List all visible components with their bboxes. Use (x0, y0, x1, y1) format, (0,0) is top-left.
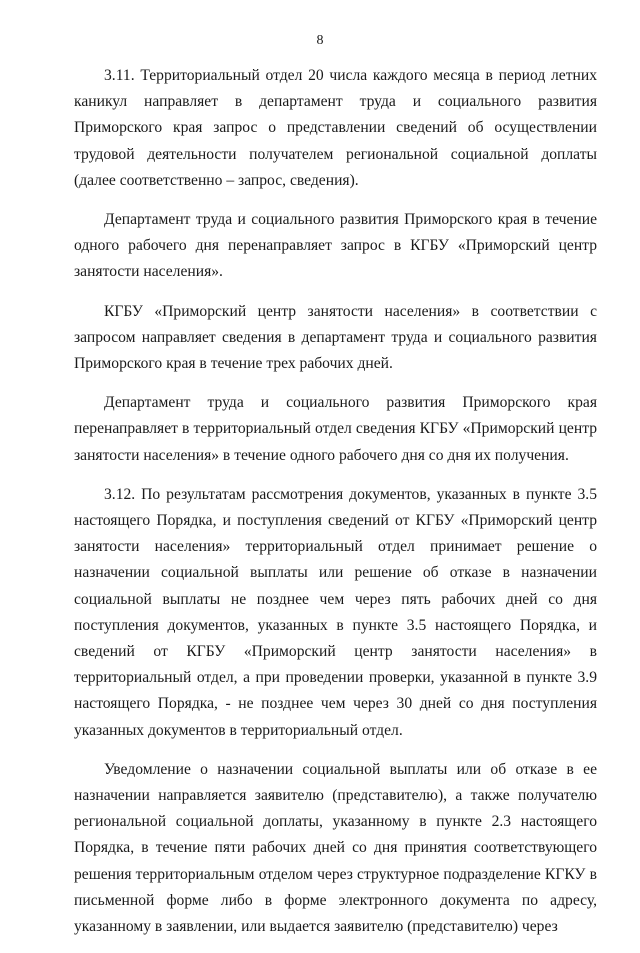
page-number: 8 (316, 33, 324, 48)
document-body (74, 63, 597, 953)
paragraph-kgbu-response: КГБУ «Приморский центр занятости населения» в соответствии с запросом направляет сведения в департамент труда и социального развития Приморского края в течение трех рабочих дней. (74, 302, 597, 373)
paragraph-department-redirect: Департамент труда и социального развития Приморского края перенаправляет в территориальный отдел сведения КГБУ «Приморский центр занятости населения» в течение одного рабочего дня со дня их получения. (74, 394, 597, 464)
paragraph-3-12: 3.12. По результатам рассмотрения документов, указанных в пункте 3.5 настоящего Порядка, и поступления сведений от КГБУ «Приморский центр занятости населения» территориальный отдел принимает решение о назначении социальной выплаты или решение об отказе в назначении социальной выплаты не позднее чем через пять рабочих дней со дня поступления документов, указанных в пункте 3.5 настоящего Порядка, и сведений от КГБУ «Приморский центр занятости населения» в территориальный отдел, а при проведении проверки, указанной в пункте 3.9 настоящего Порядка, - не позднее чем через 30 дней со дня поступления указанных документов в территориальный отдел. (74, 485, 597, 739)
paragraph-department-forward: Департамент труда и социального развития Приморского края в течение одного рабочего дня перенаправляет запрос в КГБУ «Приморский центр занятости населения». (74, 211, 597, 281)
paragraph-notification: Уведомление о назначении социальной выплаты или об отказе в ее назначении направляется заявителю (представителю), а также получателю региональной социальной доплаты, указанному в пункте 2.3 настоящего Порядка, в течение пяти рабочих дней со дня принятия соответствующего решения территориальным отделом через структурное подразделение КГКУ в письменной форме либо в форме электронного документа по адресу, указанному в заявлении, или выдается заявителю (представителю) через (74, 760, 597, 936)
paragraph-3-11: 3.11. Территориальный отдел 20 числа каждого месяца в период летних каникул направляет в департамент труда и социального развития Приморского края запрос о представлении сведений об осуществлении трудовой деятельности получателем региональной социальной доплаты (далее соответственно – запрос, сведения). (74, 67, 597, 189)
